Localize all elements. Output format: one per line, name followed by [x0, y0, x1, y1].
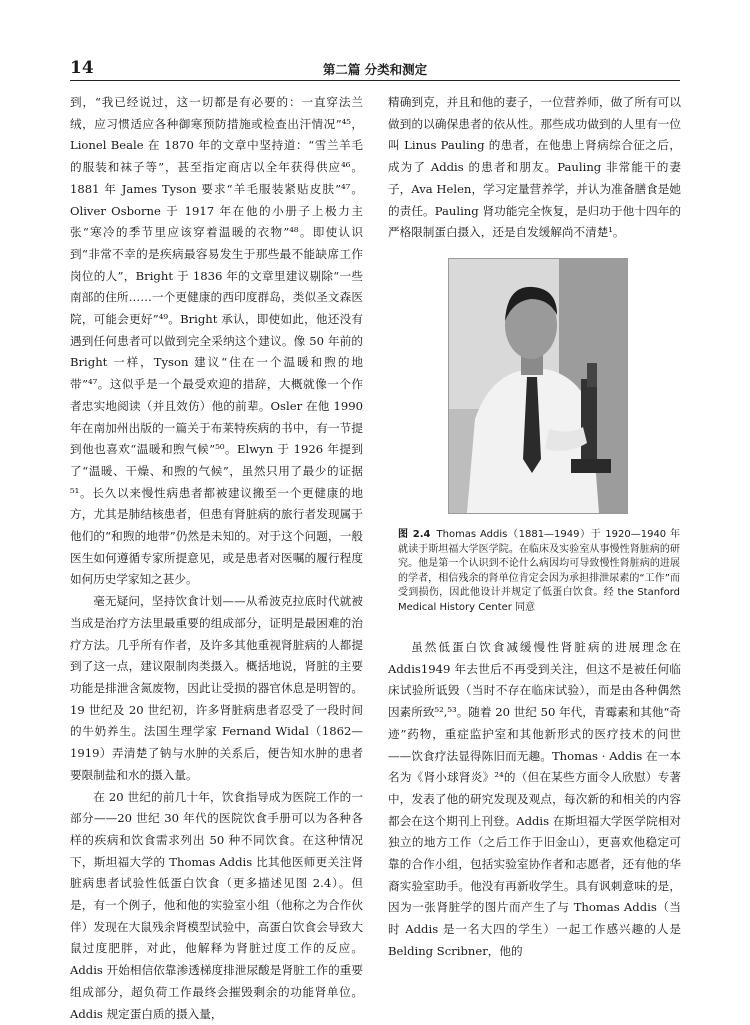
paragraph-addis: 在 20 世纪的前几十年，饮食指导成为医院工作的一部分——20 世纪 30 年代的医院饮食手册可以为各种各样的疾病和饮食需求列出 50 种不同饮食。在这种情况下，斯坦福大学的 Thomas Addis 比其他医师更关注肾脏病患者试验性低蛋白饮食（更多描述见图 2.4）。但是，有一个例子，他和他的实验室小组（他称之为合作伙伴）发现在大鼠残余肾模型试验中，高蛋白饮食会导致大鼠过度肥胖，对此，他解释为肾脏过度工作的反应。Addis 开始相信依靠渗透梯度排泄尿酸是肾脏工作的重要组成部分，超负荷工作最终会摧毁剩余的功能肾单位。Addis 规定蛋白质的摄入量，	[70, 787, 363, 1025]
paragraph-diet: 毫无疑问，坚持饮食计划——从希波克拉底时代就被当成是治疗方法里最重要的组成部分，证明是最困难的治疗方法。几乎所有作者，及许多其他重视肾脏病的人都提到了这一点，建议限制肉类摄入。概括地说，肾脏的主要功能是排泄含氮废物，因此让受损的器官休息是明智的。19 世纪及 20 世纪初，许多肾脏病患者忍受了一段时间的牛奶养生。法国生理学家 Fernand Widal（1862—1919）弄清楚了钠与水肿的关系后，便告知水肿的患者要限制盐和水的摄入量。	[70, 591, 363, 786]
right-column-bottom	[388, 637, 681, 963]
paragraph-continuation: 到，“我已经说过，这一切都是有必要的：一直穿法兰绒，应习惯适应各种御寒预防措施或检查出汗情况”⁴⁵，Lionel Beale 在 1870 年的文章中坚持道：“雪兰羊毛的服装和袜子等”，甚至指定商店以全年获得供应⁴⁶。1881 年 James Tyson 要求“羊毛服装紧贴皮肤”⁴⁷。Oliver Osborne 于 1917 年在他的小册子上极力主张“寒冷的季节里应该穿着温暖的衣物”⁴⁸。即使认识到“非常不幸的是疾病最容易发生于那些最不能缺席工作岗位的人”，Bright 于 1836 年的文章里建议剔除“一些南部的住所……一个更健康的西印度群岛，类似圣文森医院，可能会更好”⁴⁹。Bright 承认，即使如此，他还没有遇到任何患者可以做到完全采纳这个建议。像 50 年前的 Bright 一样，Tyson 建议“住在一个温暖和煦的地带”⁴⁷。这似乎是一个最受欢迎的措辞，大概就像一个作者忠实地阅读（并且效仿）他的前辈。Osler 在他 1990 年在南加州出版的一篇关于布莱特疾病的书中，有一节提到他也喜欢“温暖和煦气候”⁵⁰。Elwyn 于 1926 年提到了“温暖、干燥、和煦的气候”，虽然只用了最少的证据⁵¹。长久以来慢性病患者都被建议搬至一个更健康的地方，尤其是肺结核患者，但患有肾脏病的旅行者发现属于他们的“和煦的地带”仍然是未知的。对于这个问题，一般医生如何遵循专家所提意见，或是患者对医嘱的履行程度如何历史学家知之甚少。	[70, 92, 363, 591]
page-number: 14	[70, 58, 94, 78]
left-column	[70, 92, 363, 1025]
paragraph-pauling: 精确到克，并且和他的妻子，一位营养师，做了所有可以做到的以确保患者的依从性。那些成功做到的人里有一位叫 Linus Pauling 的患者，在他患上肾病综合征之后，成为了 Addis 的患者和朋友。Pauling 非常能干的妻子，Ava Helen，学习定量营养学，并认为准备膳食是她的责任。Pauling 肾功能完全恢复，是归功于他十四年的严格限制蛋白摄入，还是自发缓解尚不清楚¹。	[388, 92, 681, 244]
figure-caption	[398, 528, 680, 616]
right-column-top	[388, 92, 681, 244]
figure-caption-text: Thomas Addis（1881—1949）于 1920—1940 年就读于斯坦福大学医学院。在临床及实验室从事慢性肾脏病的研究。他是第一个认识到不论什么病因均可导致慢性肾脏病的进展的学者，相信残余的肾单位肯定会因为承担排泄尿素的“工作”而受到损伤，因此他设计并规定了低蛋白饮食。经 the Stanford Medical History Center 同意	[398, 529, 680, 613]
paragraph-decline: 虽然低蛋白饮食减缓慢性肾脏病的进展理念在 Addis1949 年去世后不再受到关注，但这不是被任何临床试验所诋毁（当时不存在临床试验），而是由各种偶然因素所致⁵²,⁵³。随着 20 世纪 50 年代，青霉素和其他“奇迹”药物，重症监护室和其他新形式的医疗技术的问世——饮食疗法显得陈旧而无趣。Thomas · Addis 在一本名为《肾小球肾炎》²⁴的（但在某些方面令人欣慰）专著中，发表了他的研究发现及观点，每次新的和相关的内容都会在这个期刊上刊登。Addis 在斯坦福大学医学院相对独立的地方工作（之后工作于旧金山），更喜欢他稳定可靠的合作小组，包括实验室协作者和志愿者，还有他的华裔实验室助手。他没有再新收学生。具有讽刺意味的是，因为一张肾脏学的图片而产生了与 Thomas Addis（当时 Addis 是一名大四的学生）一起工作感兴趣的人是 Belding Scribner，他的	[388, 637, 681, 963]
header-rule	[70, 80, 680, 81]
figure-photo	[448, 258, 628, 514]
running-head: 第二篇 分类和测定	[0, 60, 750, 78]
figure-label: 图 2.4	[398, 529, 431, 540]
